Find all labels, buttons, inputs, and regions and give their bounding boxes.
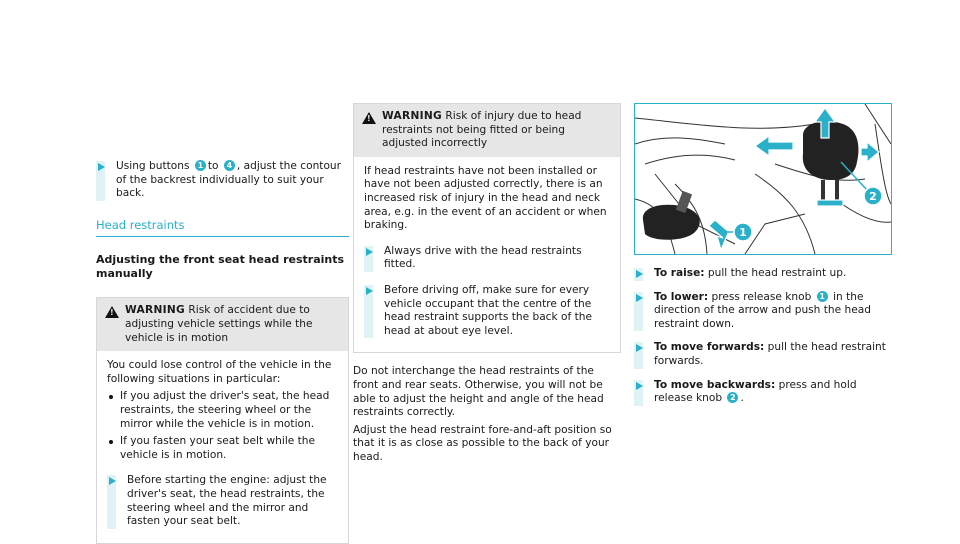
warning-header-text: Risk of accident due to adjusting vehicle settings while the vehicle is in motion [125, 304, 313, 344]
step-arrow-icon [636, 382, 643, 390]
section-title: Head restraints [96, 219, 349, 238]
knob-callout-2: 2 [727, 392, 738, 403]
warning-header [354, 104, 620, 157]
column-3 [634, 103, 890, 416]
step-arrow-icon [636, 294, 643, 302]
warning-bullet: If you adjust the driver's seat, the head restraints, the steering wheel or the mirror while the vehicle is in motion. [107, 390, 338, 431]
step-arrow-icon [98, 163, 105, 171]
step-arrow-icon [636, 270, 643, 278]
step-lower: To lower: press release knob 1 in the direction of the arrow and push the head restraint down. [634, 291, 890, 332]
warning-step: Always drive with the head restraints fitted. [364, 245, 610, 272]
callout-2: 2 [869, 190, 877, 203]
warning-triangle-icon [362, 112, 376, 124]
warning-header [97, 298, 348, 351]
step-arrow-icon [366, 287, 373, 295]
callout-1: 1 [739, 226, 747, 239]
warning-triangle-icon [105, 306, 119, 318]
body-paragraph: Do not interchange the head restraints of the front and rear seats. Otherwise, you will not be able to adjust the height and angle of the head restraints correctly. [353, 365, 604, 419]
column-2 [353, 103, 621, 468]
intro-step: Using buttons 1 to 4 , adjust the contour of the backrest individually to suit your back. [96, 160, 349, 201]
warning-header-text: Risk of injury due to head restraints not being fitted or being adjusted incorrectly [382, 110, 582, 150]
knob-callout-1: 1 [817, 291, 828, 302]
head-restraint-drawing [635, 104, 891, 254]
subsection-title: Adjusting the front seat head restraints manually [96, 253, 345, 281]
step-arrow-icon [109, 477, 116, 485]
body-paragraph: Adjust the head restraint fore-and-aft position so that it is as close as possible to the back of your head. [353, 423, 612, 463]
warning-step: Before starting the engine: adjust the driver's seat, the head restraints, the steering wheel and the mirror and fasten your seat belt. [107, 474, 338, 528]
column-1 [96, 160, 349, 544]
head-restraint-illustration [634, 103, 892, 255]
step-raise: To raise: pull the head restraint up. [634, 267, 890, 281]
step-arrow-icon [636, 344, 643, 352]
warning-step: Before driving off, make sure for every vehicle occupant that the centre of the head restraint supports the back of the head at about eye level. [364, 284, 610, 338]
warning-bullet: If you fasten your seat belt while the vehicle is in motion. [107, 435, 338, 462]
step-forwards: To move forwards: pull the head restraint forwards. [634, 341, 890, 368]
warning-box-accident [96, 297, 349, 543]
step-backwards: To move backwards: press and hold release knob 2 . [634, 379, 890, 406]
step-arrow-icon [366, 248, 373, 256]
button-callout-1: 1 [195, 160, 206, 171]
warning-body-text: You could lose control of the vehicle in the following situations in particular: [107, 359, 332, 385]
warning-body [354, 157, 620, 353]
warning-label: WARNING [382, 110, 443, 122]
warning-box-injury [353, 103, 621, 353]
warning-body [97, 351, 348, 543]
warning-body-text: If head restraints have not been installed or have not been adjusted correctly, there is an increased risk of injury in the head and neck area, e.g. in the event of an accident or when braking. [364, 164, 607, 232]
button-callout-4: 4 [224, 160, 235, 171]
warning-label: WARNING [125, 304, 186, 317]
